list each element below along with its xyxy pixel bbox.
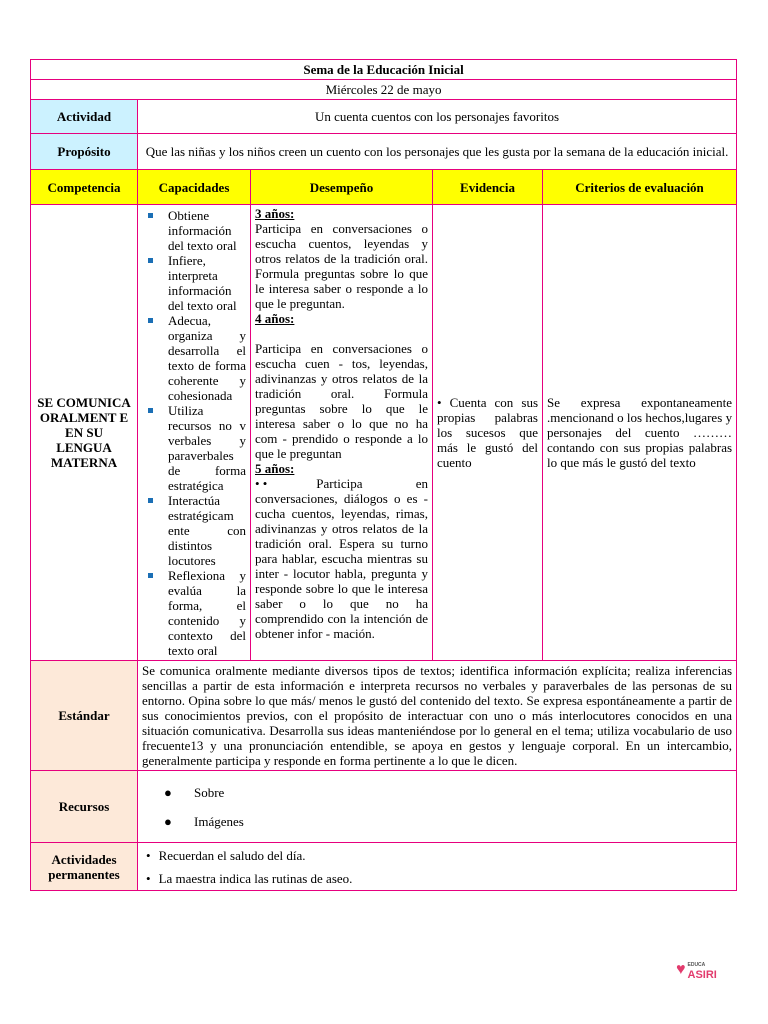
criterios-value: Se expresa expontaneamente .mencionand o los hechos,lugares y personajes del cuento ……… contando con sus propias palabras lo que más le gustó del texto xyxy=(543,205,737,661)
list-item: Interactúa estratégicam ente con distintos locutores xyxy=(168,493,246,568)
age3-text: Participa en conversaciones o escucha cuentos, leyendas y otros relatos de la tradición oral. Formula preguntas sobre lo que le interesa saber o responde a lo que le preguntan. xyxy=(255,221,428,311)
proposito-label: Propósito xyxy=(31,134,138,170)
page-title: Sema de la Educación Inicial xyxy=(31,60,737,80)
col-criterios: Criterios de evaluación xyxy=(543,170,737,205)
age5-title: 5 años: xyxy=(255,461,295,476)
desempeno-cell xyxy=(251,205,433,661)
bullet-icon: ● xyxy=(164,813,172,829)
recursos-cell xyxy=(138,771,737,843)
proposito-value: Que las niñas y los niños creen un cuento con los personajes que les gusta por la semana de la educación inicial. xyxy=(138,134,737,170)
col-desempeno: Desempeño xyxy=(251,170,433,205)
age3-title: 3 años: xyxy=(255,206,295,221)
bullet-icon: • xyxy=(437,395,442,410)
col-capacidades: Capacidades xyxy=(138,170,251,205)
estandar-text: Se comunica oralmente mediante diversos tipos de textos; identifica información explícita; realiza inferencias sencillas a partir de esta información e interpreta recursos no verbales y paraverbales de las personas de su entorno. Opina sobre lo que más/ menos le gustó del contenido del texto. Se expresa espontáneamente a partir de sus conocimientos previos, con el propósito de interactuar con uno o más interlocutores conocidos en una situación comunicativa. Desarrolla sus ideas manteniéndose por lo general en el tema; utiliza vocabulario de uso frecuente13 y una pronunciación entendible, se apoya en gestos y lenguaje corporal. En un intercambio, generalmente participa y responde en forma pertinente a lo que le dicen. xyxy=(138,661,737,771)
list-item: Reflexiona y evalúa la forma, el contenido y contexto del texto oral xyxy=(168,568,246,658)
age5-lead-line xyxy=(255,476,428,491)
permanentes-label: Actividades permanentes xyxy=(31,843,138,891)
logo-text: EDUCA ASIRI xyxy=(687,962,717,981)
list-item: • Recuerdan el saludo del día. xyxy=(146,847,306,863)
evidencia-cell xyxy=(433,205,543,661)
heart-icon: ♥ xyxy=(676,961,686,978)
bullet-icon: • xyxy=(146,847,151,863)
evidencia-text: Cuenta con sus propias palabras los sucesos que más le gustó del cuento xyxy=(437,395,538,470)
estandar-label: Estándar xyxy=(31,661,138,771)
lesson-plan xyxy=(30,59,736,891)
actividad-label: Actividad xyxy=(31,100,138,134)
competencia-value: SE COMUNICA ORALMENT E EN SU LENGUA MATERNA xyxy=(31,205,138,661)
bullet-icon: • • xyxy=(255,476,268,491)
list-item: ● Imágenes xyxy=(164,813,244,829)
list-item: ● Sobre xyxy=(164,784,225,800)
date: Miércoles 22 de mayo xyxy=(31,80,737,100)
age5-text: conversaciones, diálogos o es - cucha cuentos, leyendas, rimas, adivinanzas y otros relatos de la tradición oral. Espera su turno para hablar, escucha mientras su inter - locutor habla, pregunta y responde sobre lo que le interesa saber o lo que no ha comprendido con la intención de obtener infor - mación. xyxy=(255,491,428,641)
list-item: Adecua, organiza y desarrolla el texto de forma coherente y cohesionada xyxy=(168,313,246,403)
capacidades-cell xyxy=(138,205,251,661)
age5-lead: Participa en xyxy=(316,476,428,491)
list-item: Obtiene información del texto oral xyxy=(168,208,246,253)
lesson-plan-table xyxy=(30,59,737,891)
list-item: Utiliza recursos no v verbales y paraverbales de forma estratégica xyxy=(168,403,246,493)
capacidades-list xyxy=(142,208,246,658)
list-item: • La maestra indica las rutinas de aseo. xyxy=(146,870,353,886)
actividad-value: Un cuenta cuentos con los personajes favoritos xyxy=(138,100,737,134)
col-evidencia: Evidencia xyxy=(433,170,543,205)
permanentes-cell xyxy=(138,843,737,891)
bullet-icon: • xyxy=(146,870,151,886)
recursos-label: Recursos xyxy=(31,771,138,843)
brand-logo xyxy=(676,960,717,980)
age4-text: Participa en conversaciones o escucha cuen - tos, leyendas, adivinanzas y otros relatos de la tradición oral. Formula preguntas sobre lo que le interesa saber o lo que no ha com - prendido o responde a lo que le preguntan xyxy=(255,341,428,461)
bullet-icon: ● xyxy=(164,784,172,800)
list-item: Infiere, interpreta información del texto oral xyxy=(168,253,246,313)
col-competencia: Competencia xyxy=(31,170,138,205)
age4-title: 4 años: xyxy=(255,311,295,326)
